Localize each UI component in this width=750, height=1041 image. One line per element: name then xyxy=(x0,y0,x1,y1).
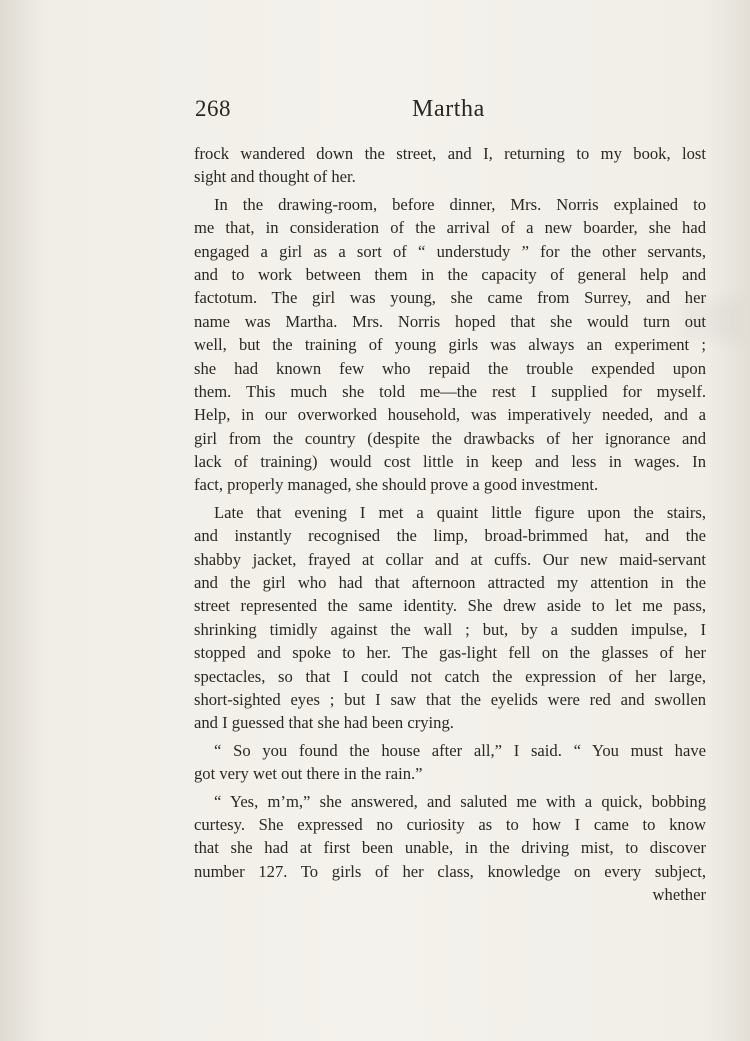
text-line: Late that evening I met a quaint little figure upon the stairs, xyxy=(214,502,706,522)
text-line: frock wandered down the street, and I, returning to my book, lost xyxy=(194,144,706,163)
page-number: 268 xyxy=(195,96,231,121)
text-line: In the drawing-room, before dinner, Mrs. Norris explained to xyxy=(214,194,706,214)
page-header xyxy=(195,96,707,132)
body-text xyxy=(194,142,706,907)
text-line: factotum. The girl was young, she came from Surrey, and her xyxy=(194,288,706,308)
running-title: Martha xyxy=(412,96,485,122)
text-line: lack of training) would cost little in keep and less in wages. In xyxy=(194,452,706,472)
text-line: she had known few who repaid the trouble expended upon xyxy=(194,358,706,378)
text-line: me that, in consideration of the arrival of a new boarder, she had xyxy=(194,218,706,238)
text-line: shabby jacket, frayed at collar and at cuffs. Our new maid-servant xyxy=(194,549,706,569)
text-line: and the girl who had that afternoon attracted my attention in the xyxy=(194,573,706,593)
text-line: street represented the same identity. She drew aside to let me pass, xyxy=(194,596,706,616)
text-line: spectacles, so that I could not catch the expression of her large, xyxy=(194,666,706,686)
text-line: engaged a girl as a sort of “ understudy ” for the other servants, xyxy=(194,241,706,261)
text-line: them. This much she told me—the rest I supplied for myself. xyxy=(194,381,706,401)
text-line: “ Yes, m’m,” she answered, and saluted me with a quick, bobbing xyxy=(214,791,706,811)
text-line: got very wet out there in the rain.” xyxy=(194,764,423,784)
text-line: “ So you found the house after all,” I said. “ You must have xyxy=(214,740,706,760)
text-line: and instantly recognised the limp, broad-brimmed hat, and the xyxy=(194,526,706,546)
text-line: number 127. To girls of her class, knowledge on every subject, xyxy=(194,861,706,881)
catchword: whether xyxy=(652,885,706,905)
text-line: that she had at first been unable, in the driving mist, to discover xyxy=(194,838,706,858)
text-line: Help, in our overworked household, was imperatively needed, and a xyxy=(194,405,706,425)
text-line: and I guessed that she had been crying. xyxy=(194,713,454,733)
text-line: curtesy. She expressed no curiosity as to how I came to know xyxy=(194,814,706,834)
text-line: sight and thought of her. xyxy=(194,167,356,187)
text-line: girl from the country (despite the drawbacks of her ignorance and xyxy=(194,428,706,448)
text-line: fact, properly managed, she should prove a good investment. xyxy=(194,475,599,495)
text-line: name was Martha. Mrs. Norris hoped that she would turn out xyxy=(194,311,706,331)
text-line: well, but the training of young girls was always an experiment ; xyxy=(194,335,706,355)
text-line: short-sighted eyes ; but I saw that the eyelids were red and swollen xyxy=(194,689,706,709)
text-line: stopped and spoke to her. The gas-light fell on the glasses of her xyxy=(194,643,706,663)
text-line: shrinking timidly against the wall ; but, by a sudden impulse, I xyxy=(194,619,706,639)
text-line: and to work between them in the capacity of general help and xyxy=(194,264,706,284)
